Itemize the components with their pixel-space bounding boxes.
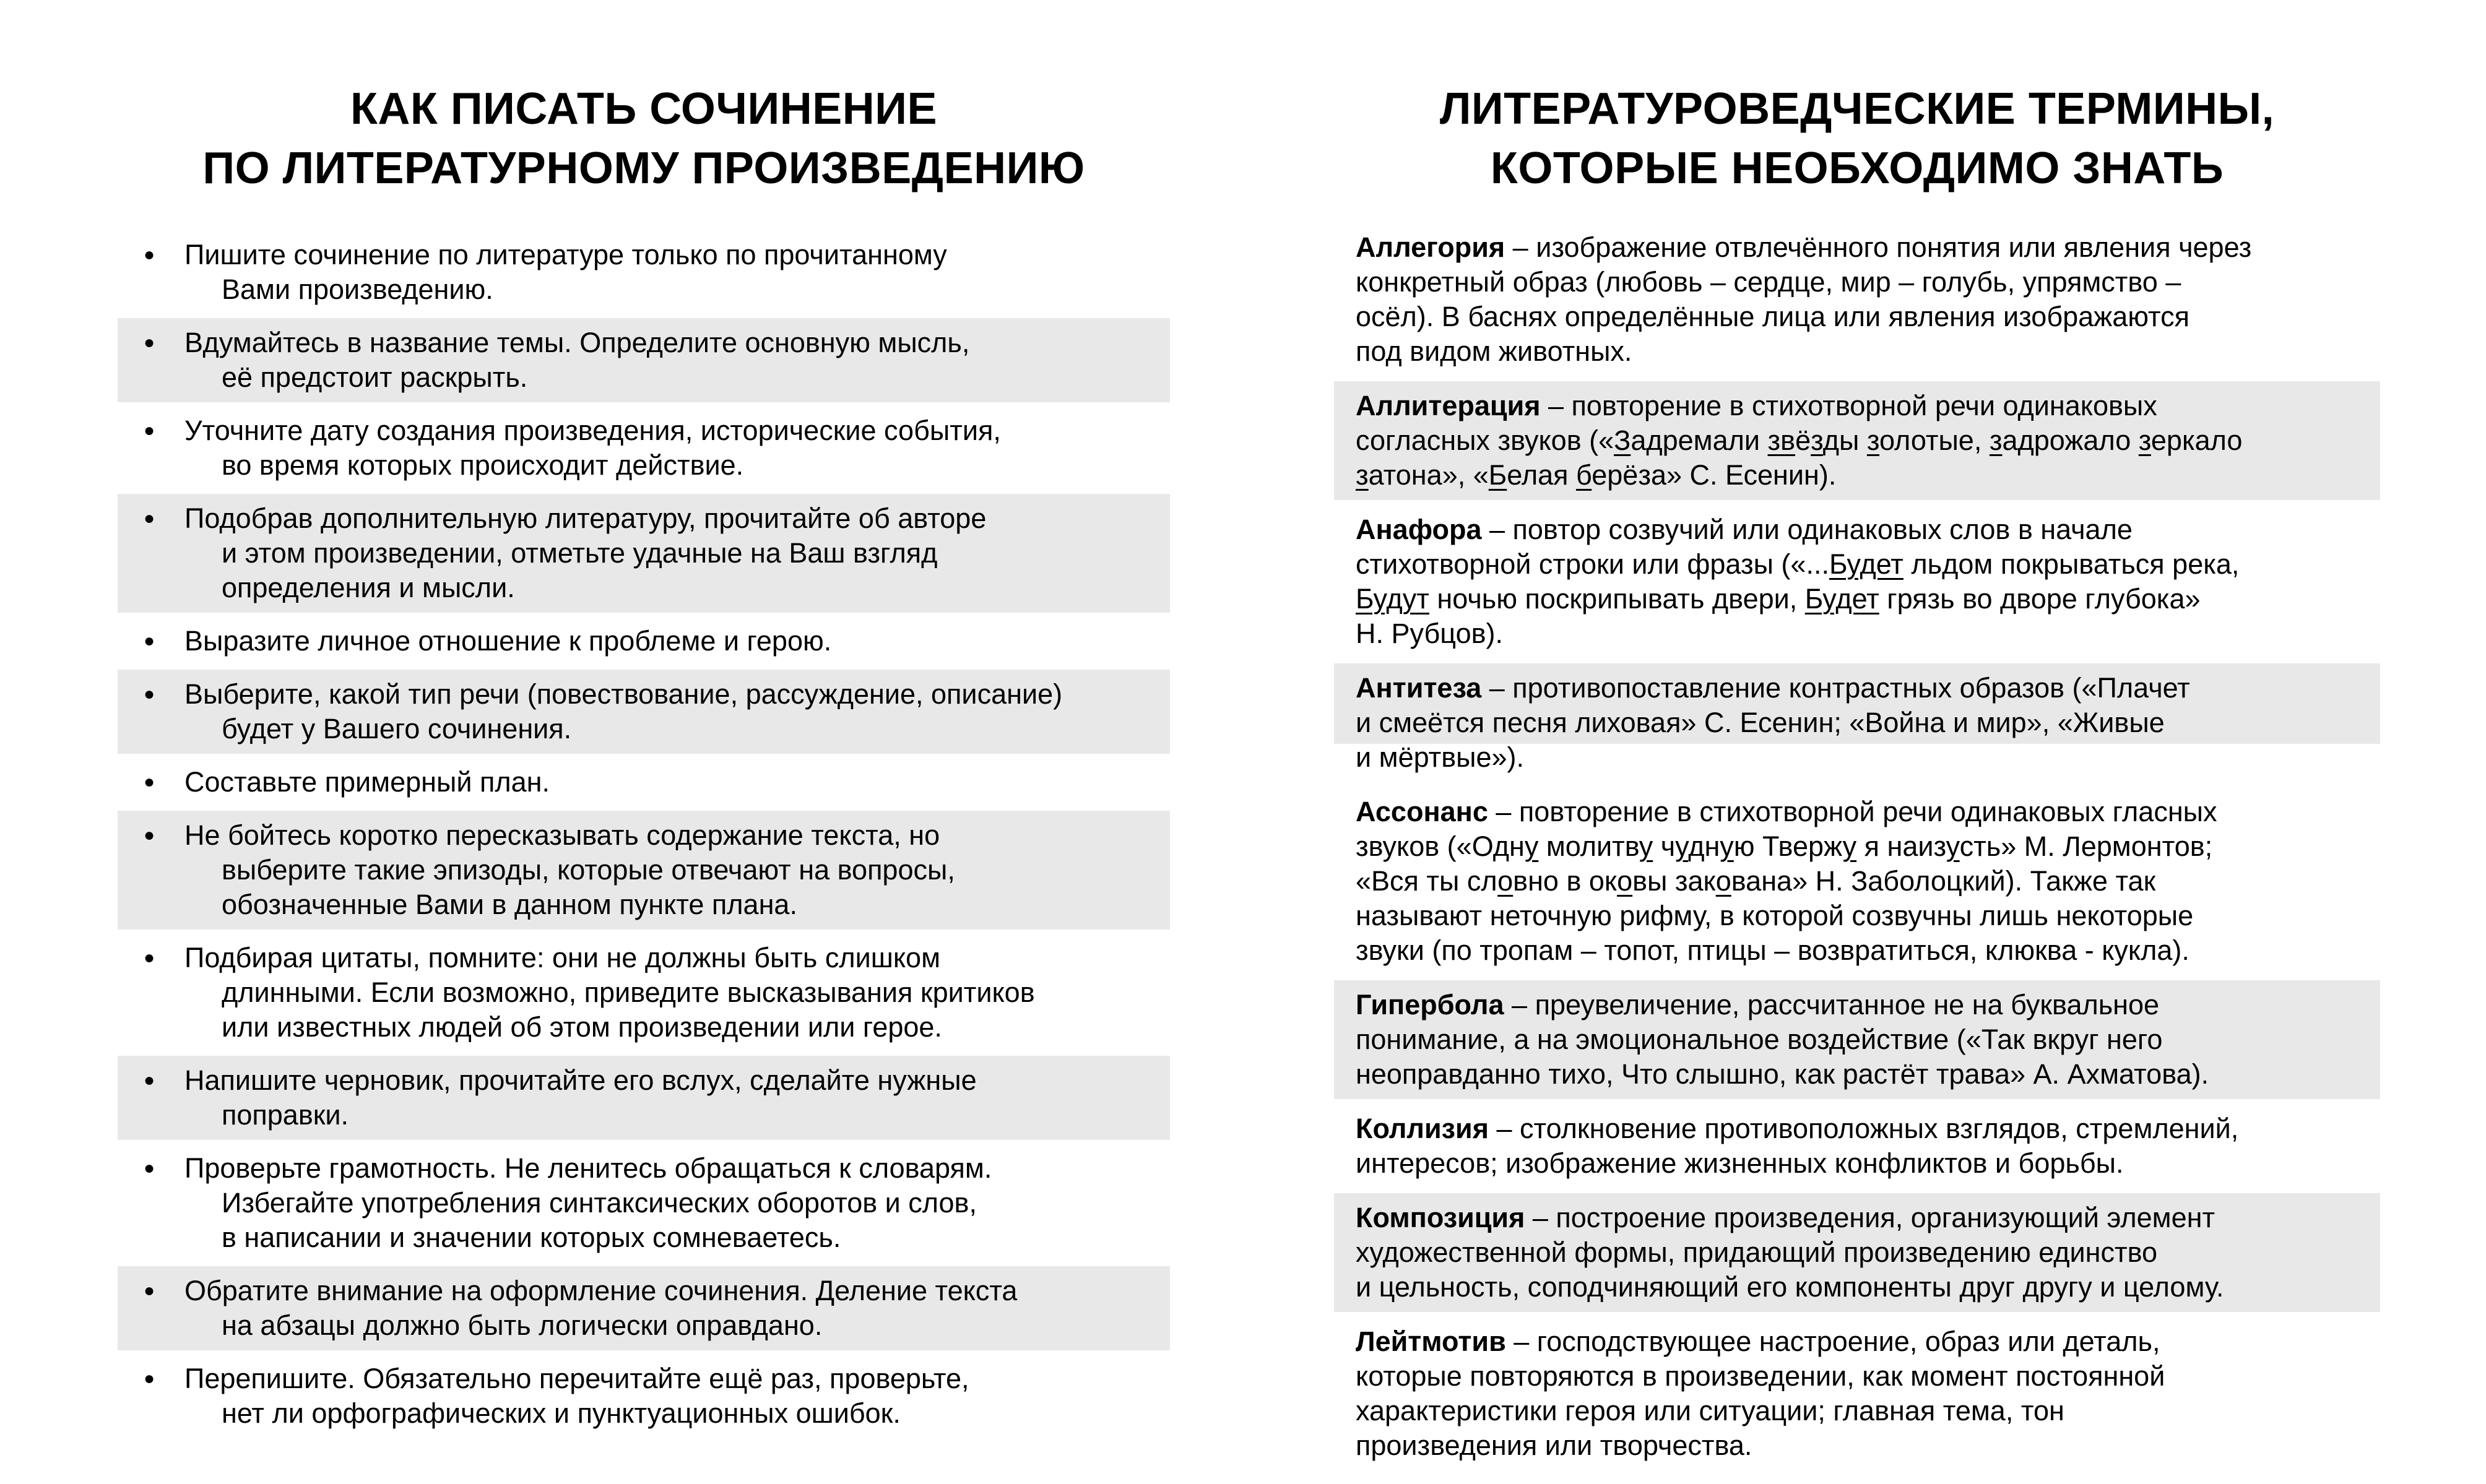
term-definition-line: Будут ночью поскрипывать двери, Будет грязь во дворе глубока»	[1356, 583, 2201, 615]
term-entry-4	[1334, 663, 2380, 782]
tip-line: обозначенные Вами в данном пункте плана.	[222, 889, 797, 920]
tip-line: определения и мысли.	[222, 572, 515, 603]
term-definition-line: Композиция – построение произведения, организующий элемент	[1356, 1202, 2215, 1233]
term-definition-line: Антитеза – противопоставление контрастных образов («Плачет	[1356, 672, 2190, 704]
term-entry-7	[1334, 1104, 2380, 1188]
term-definition-line: звуки (по тропам – топот, птицы – возвратиться, клюква - кукла).	[1356, 934, 2189, 966]
term-definition-line: Аллегория – изображение отвлечённого понятия или явления через	[1356, 231, 2252, 263]
tip-line	[136, 501, 1158, 536]
tip-text: Пишите сочинение по литературе только по прочитанному	[184, 239, 947, 270]
tip-line	[136, 1063, 1158, 1098]
bullet-icon: ●	[144, 772, 155, 792]
tip-line: выберите такие эпизоды, которые отвечают на вопросы,	[222, 854, 955, 886]
tip-line: в написании и значении которых сомневаетесь.	[222, 1222, 841, 1253]
term-definition-line: интересов; изображение жизненных конфликтов и борьбы.	[1356, 1147, 2124, 1179]
term-definition-line: под видом животных.	[1356, 335, 1632, 367]
tip-text: Вдумайтесь в название темы. Определите основную мысль,	[184, 327, 970, 358]
tip-text: Перепишите. Обязательно перечитайте ещё раз, проверьте,	[184, 1363, 969, 1394]
bullet-icon: ●	[144, 1158, 155, 1178]
tip-text: Выберите, какой тип речи (повествование, рассуждение, описание)	[184, 678, 1063, 710]
tip-text: Проверьте грамотность. Не ленитесь обращаться к словарям.	[184, 1152, 992, 1184]
tip-line: или известных людей об этом произведении или герое.	[222, 1011, 942, 1043]
bullet-icon: ●	[144, 508, 155, 528]
tip-line: будет у Вашего сочинения.	[222, 713, 572, 744]
term-entry-3	[1334, 505, 2380, 658]
tip-text: Составьте примерный план.	[184, 766, 550, 798]
essay-tip-item-7	[118, 757, 1170, 807]
term-entry-2	[1334, 381, 2380, 500]
term-definition-line: и цельность, соподчиняющий его компоненты друг другу и целому.	[1356, 1271, 2224, 1303]
term-definition-line: понимание, а на эмоциональное воздействие («Так вкруг него	[1356, 1024, 2163, 1055]
term-definition-line: неоправданно тихо, Что слышно, как растёт трава» А. Ахматова).	[1356, 1058, 2209, 1090]
term-entry-5	[1334, 787, 2380, 975]
tip-line: и этом произведении, отметьте удачные на Ваш взгляд	[222, 537, 938, 569]
term-definition-line: конкретный образ (любовь – сердце, мир – голубь, упрямство –	[1356, 266, 2181, 298]
term-definition-line: произведения или творчества.	[1356, 1430, 1752, 1461]
tip-line	[136, 238, 1158, 272]
term-entry-6	[1334, 980, 2380, 1099]
tip-text: Подобрав дополнительную литературу, прочитайте об авторе	[184, 503, 987, 534]
bullet-icon: ●	[144, 1280, 155, 1301]
tip-line	[136, 1151, 1158, 1186]
term-definition-line: «Вся ты словно в оковы закована» Н. Заболоцкий). Также так	[1356, 865, 2156, 897]
term-definition-line: которые повторяются в произведении, как момент постоянной	[1356, 1360, 2165, 1392]
term-definition-line: Анафора – повтор созвучий или одинаковых слов в начале	[1356, 514, 2133, 545]
tip-text: Обратите внимание на оформление сочинения. Деление текста	[184, 1275, 1018, 1306]
bullet-icon: ●	[144, 332, 155, 353]
tip-line: длинными. Если возможно, приведите высказывания критиков	[222, 977, 1035, 1008]
essay-tip-item-6	[118, 670, 1170, 754]
term-definition-line: характеристики героя или ситуации; главная тема, тон	[1356, 1395, 2064, 1426]
essay-tip-item-5	[118, 616, 1170, 666]
literary-terms-title-line-2: КОТОРЫЕ НЕОБХОДИМО ЗНАТЬ	[1490, 144, 2224, 193]
term-definition-line: стихотворной строки или фразы («...Будет льдом покрываться река,	[1356, 548, 2240, 580]
essay-guide-panel	[118, 79, 1170, 1442]
term-entry-8	[1334, 1193, 2380, 1312]
term-definition-line: Коллизия – столкновение противоположных взглядов, стремлений,	[1356, 1113, 2239, 1144]
essay-tip-item-9	[118, 933, 1170, 1052]
term-definition-line: Ассонанс – повторение в стихотворной речи одинаковых гласных	[1356, 796, 2217, 827]
term-definition-line: звуков («Одну молитву чудную Твержу я наизусть» М. Лермонтов;	[1356, 830, 2213, 862]
tip-text: Подбирая цитаты, помните: они не должны быть слишком	[184, 942, 941, 973]
tip-line	[136, 677, 1158, 712]
tip-text: Не бойтесь коротко пересказывать содержание текста, но	[184, 819, 940, 851]
essay-tips-list	[118, 230, 1170, 1438]
tip-line	[136, 765, 1158, 800]
bullet-icon: ●	[144, 947, 155, 968]
tip-line: её предстоит раскрыть.	[222, 361, 528, 393]
tip-line	[136, 624, 1158, 658]
tip-line: на абзацы должно быть логически оправдано.	[222, 1309, 823, 1341]
term-definition-line: и мёртвые»).	[1356, 741, 1525, 773]
literary-terms-title	[1334, 79, 2380, 198]
tip-line: Вами произведению.	[222, 274, 493, 305]
essay-guide-title-line-1: КАК ПИСАТЬ СОЧИНЕНИЕ	[350, 84, 938, 134]
bullet-icon: ●	[144, 631, 155, 651]
essay-tip-item-13	[118, 1354, 1170, 1438]
essay-tip-item-11	[118, 1144, 1170, 1262]
essay-guide-title-line-2: ПО ЛИТЕРАТУРНОМУ ПРОИЗВЕДЕНИЮ	[202, 144, 1085, 193]
essay-tip-item-2	[118, 318, 1170, 402]
essay-tip-item-8	[118, 811, 1170, 930]
tip-line: Избегайте употребления синтаксических оборотов и слов,	[222, 1187, 977, 1219]
tip-line: нет ли орфографических и пунктуационных ошибок.	[222, 1397, 901, 1429]
bullet-icon: ●	[144, 1070, 155, 1090]
term-definition-line: согласных звуков («Задремали звёзды золотые, задрожало зеркало	[1356, 425, 2243, 456]
bullet-icon: ●	[144, 244, 155, 265]
term-definition-line: и смеётся песня лиховая» С. Есенин; «Война и мир», «Живые	[1356, 707, 2165, 738]
term-definition-line: художественной формы, придающий произведению единство	[1356, 1236, 2158, 1268]
bullet-icon: ●	[144, 1368, 155, 1389]
term-entry-9	[1334, 1317, 2380, 1470]
essay-tip-item-3	[118, 406, 1170, 490]
term-definition-line: называют неточную рифму, в которой созвучны лишь некоторые	[1356, 900, 2194, 931]
essay-tip-item-10	[118, 1056, 1170, 1140]
bullet-icon: ●	[144, 825, 155, 845]
tip-line: поправки.	[222, 1099, 349, 1131]
tip-line	[136, 1274, 1158, 1308]
term-definition-line: затона», «Белая берёза» С. Есенин).	[1356, 459, 1837, 491]
term-definition-line: Лейтмотив – господствующее настроение, образ или деталь,	[1356, 1326, 2160, 1357]
essay-tip-item-12	[118, 1266, 1170, 1350]
term-definition-line: осёл). В баснях определённые лица или явления изображаются	[1356, 301, 2190, 332]
bullet-icon: ●	[144, 420, 155, 441]
term-entry-1	[1334, 223, 2380, 376]
essay-tip-item-4	[118, 494, 1170, 613]
essay-tip-item-1	[118, 230, 1170, 314]
term-definition-line: Гипербола – преувеличение, рассчитанное не на буквальное	[1356, 989, 2160, 1020]
tip-text: Уточните дату создания произведения, исторические события,	[184, 415, 1001, 446]
tip-line: во время которых происходит действие.	[222, 449, 744, 481]
literary-terms-panel	[1334, 79, 2380, 1475]
literary-terms-title-line-1: ЛИТЕРАТУРОВЕДЧЕСКИЕ ТЕРМИНЫ,	[1439, 84, 2275, 134]
term-definition-line: Н. Рубцов).	[1356, 618, 1503, 649]
essay-guide-title	[118, 79, 1170, 198]
tip-line	[136, 941, 1158, 975]
tip-text: Напишите черновик, прочитайте его вслух, сделайте нужные	[184, 1064, 977, 1096]
bullet-icon: ●	[144, 684, 155, 704]
tip-line	[136, 326, 1158, 360]
tip-line	[136, 413, 1158, 448]
tip-line	[136, 818, 1158, 853]
tip-line	[136, 1361, 1158, 1396]
terms-list	[1334, 223, 2380, 1470]
tip-text: Выразите личное отношение к проблеме и герою.	[184, 625, 832, 657]
term-definition-line: Аллитерация – повторение в стихотворной речи одинаковых	[1356, 390, 2157, 421]
